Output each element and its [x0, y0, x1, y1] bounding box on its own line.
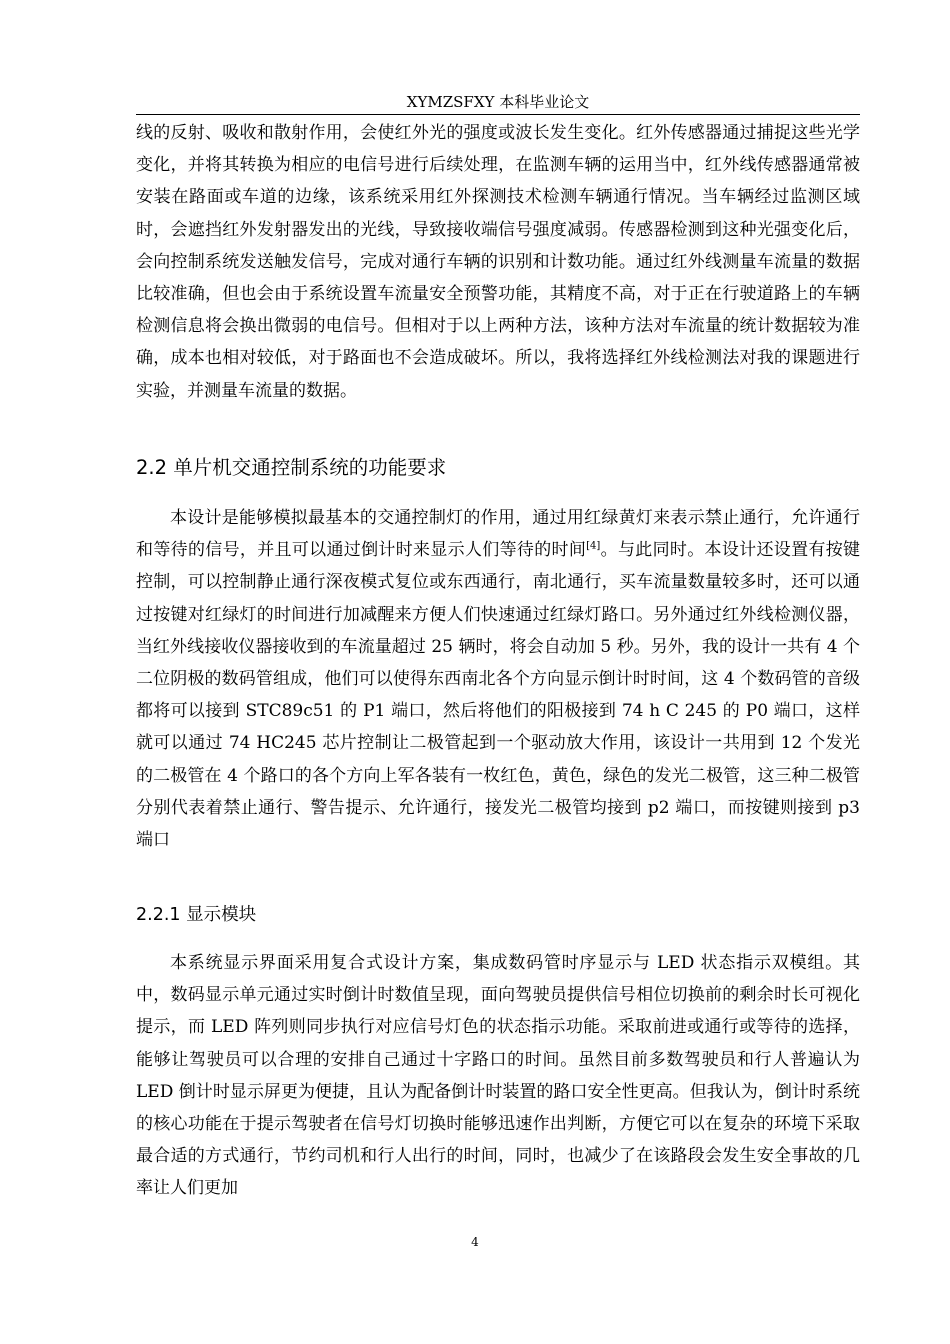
- continued-paragraph: 线的反射、吸收和散射作用，会使红外光的强度或波长发生变化。红外传感器通过捕捉这些光学变化，并将其转换为相应的电信号进行后续处理，在监测车辆的运用当中，红外线传感器通常被安装在路面或车道的边缘，该系统采用红外探测技术检测车辆通行情况。当车辆经过监测区域时，会遮挡红外发射器发出的光线，导致接收端信号强度减弱。传感器检测到这种光强变化后，会向控制系统发送触发信号，完成对通行车辆的识别和计数功能。通过红外线测量车流量的数据比较准确，但也会由于系统设置车流量安全预警功能，其精度不高，对于正在行驶道路上的车辆检测信息将会换出微弱的电信号。但相对于以上两种方法，该种方法对车流量的统计数据较为准确，成本也相对较低，对于路面也不会造成破坏。所以，我将选择红外线检测法对我的课题进行实验，并测量车流量的数据。: [136, 123, 860, 401]
- section-2-2-text-part1: 本设计是能够模拟最基本的交通控制灯的作用，通过用红绿黄灯来表示禁止通行，允许通行和等待的信号，并且可以通过倒计时来显示人们等待的时间: [136, 508, 860, 561]
- running-header: XYMZSFXY 本科毕业论文: [406, 93, 590, 111]
- citation-ref: [4]: [586, 540, 601, 552]
- page-number: 4: [471, 1235, 479, 1249]
- section-2-2-paragraph: [136, 502, 860, 856]
- section-2-2-1-paragraph: 本系统显示界面采用复合式设计方案，集成数码管时序显示与 LED 状态指示双模组。其中，数码显示单元通过实时倒计时数值呈现，面向驾驶员提供信号相位切换前的剩余时长可视化提示，而 LED 阵列则同步执行对应信号灯色的状态指示功能。采取前进或通行或等待的选择，能够让驾驶员可以合理的安排自己通过十字路口的时间。虽然目前多数驾驶员和行人普遍认为 LED 倒计时显示屏更为便捷，且认为配备倒计时装置的路口安全性更高。但我认为，倒计时系统的核心功能在于提示驾驶者在信号灯切换时能够迅速作出判断，方便它可以在复杂的环境下采取最合适的方式通行，节约司机和行人出行的时间，同时，也减少了在该路段会发生安全事故的几率让人们更加: [136, 953, 860, 1199]
- section-2-2-text-part2: 。与此同时。本设计还设置有按键控制，可以控制静止通行深夜模式复位或东西通行，南北通行，买车流量数量较多时，还可以通过按键对红绿灯的时间进行加减醒来方便人们快速通过红绿灯路口。另外通过红外线检测仪器，当红外线接收仪器接收到的车流量超过 25 辆时，将会自动加 5 秒。另外，我的设计一共有 4 个二位阴极的数码管组成，他们可以使得东西南北各个方向显示倒计时时间，这 4 个数码管的音级都将可以接到 STC89c51 的 P1 端口，然后将他们的阳极接到 74 h C 245 的 P0 端口，这样就可以通过 74 HC245 芯片控制让二极管起到一个驱动放大作用，该设计一共用到 12 个发光的二极管在 4 个路口的各个方向上军各装有一枚红色，黄色，绿色的发光二极管，这三种二极管分别代表着禁止通行、警告提示、允许通行，接发光二极管均接到 p2 端口，而按键则接到 p3 端口: [136, 540, 861, 851]
- header-rule: [136, 114, 860, 115]
- section-heading-2-2: 2.2 单片机交通控制系统的功能要求: [136, 456, 447, 479]
- section-heading-2-2-1: 2.2.1 显示模块: [136, 905, 257, 925]
